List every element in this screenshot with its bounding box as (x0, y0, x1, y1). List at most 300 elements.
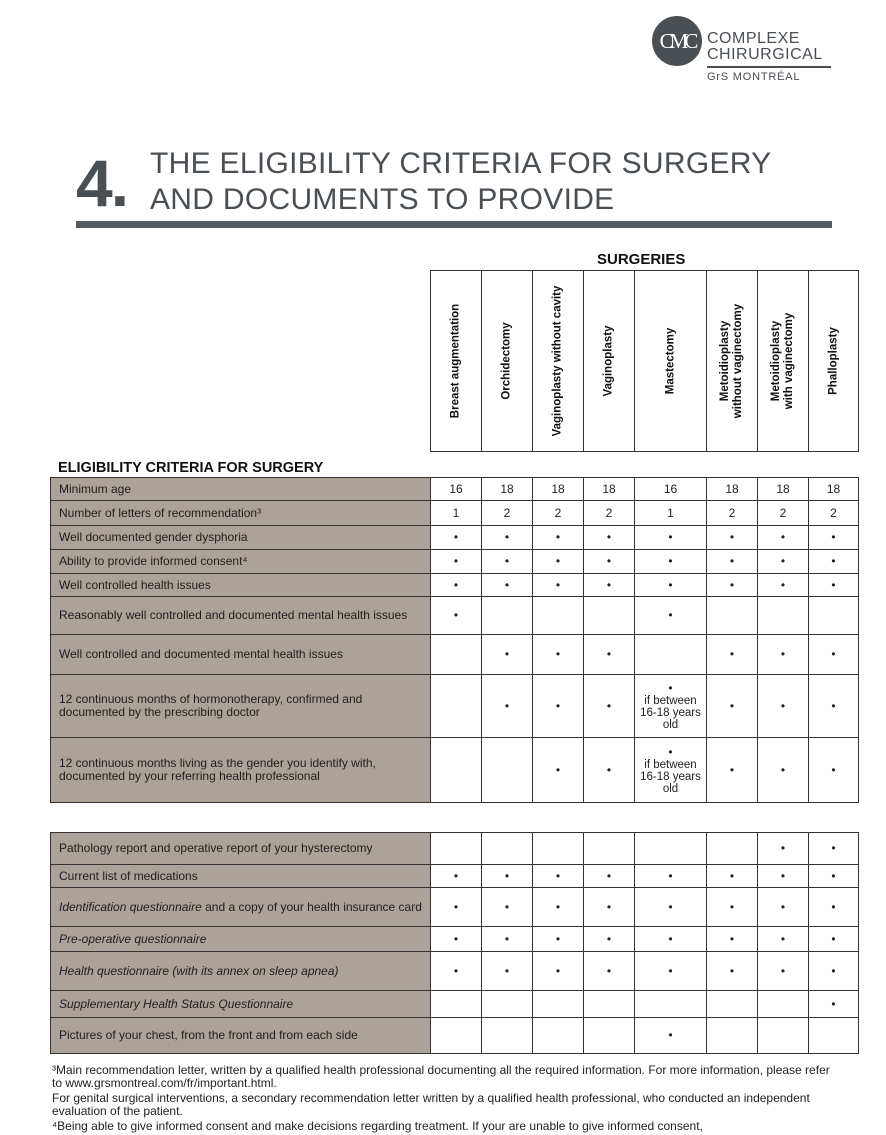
footnote-3-continued: For genital surgical interventions, a secondary recommendation letter written by a qualified health professional, who conducted an independent evaluation of the patient. (52, 1091, 810, 1118)
requirement-dot-cell (584, 526, 635, 550)
requirement-dot: • (606, 931, 612, 946)
requirement-dot: • (831, 996, 836, 1011)
requirement-dot: • (504, 577, 510, 592)
requirement-dot-cell (482, 865, 533, 888)
header-line: without vaginectomy (732, 303, 744, 419)
column-header-label: Vaginoplasty (602, 325, 615, 397)
clinic-logo (652, 16, 842, 83)
value-cell (584, 1018, 635, 1054)
requirement-dot: • (729, 868, 735, 883)
value-cell (707, 991, 758, 1018)
criterion-label: 12 continuous months of hormonotherapy, confirmed and documented by the prescribing doctor (51, 675, 431, 738)
value-cell (431, 1018, 482, 1054)
age-condition-note: if between 16-18 years old (640, 758, 701, 795)
age-condition-note: if between 16-18 years old (640, 694, 701, 731)
criterion-label (51, 952, 431, 991)
value-cell (431, 635, 482, 675)
column-header-breast-augmentation (430, 270, 482, 452)
requirement-dot-cell (707, 865, 758, 888)
criterion-label: 12 continuous months living as the gender you identify with, documented by your referring health professional (51, 738, 431, 803)
value-cell (431, 991, 482, 1018)
criterion-label: Well documented gender dysphoria (51, 526, 431, 550)
requirement-dot-cell (482, 888, 533, 927)
column-header-metoidioplasty-without-vaginectomy (706, 270, 758, 452)
requirement-dot-cell (758, 526, 809, 550)
cell-value: 18 (500, 481, 514, 496)
requirement-dot: • (780, 554, 786, 568)
requirement-dot-cell (533, 952, 584, 991)
requirement-dot: • (504, 868, 510, 883)
requirement-dot-cell (758, 888, 809, 927)
requirement-dot: • (668, 931, 673, 946)
cell-value: 2 (728, 505, 736, 520)
value-cell (431, 501, 482, 526)
value-cell (809, 501, 859, 526)
requirement-dot: • (555, 931, 561, 946)
document-row (51, 927, 859, 952)
value-cell (758, 501, 809, 526)
document-row (51, 888, 859, 927)
requirement-dot: • (606, 762, 612, 777)
value-cell (707, 501, 758, 526)
requirement-dot: • (606, 899, 612, 914)
requirement-dot-cell (758, 865, 809, 888)
requirement-dot-cell (533, 888, 584, 927)
value-cell (533, 597, 584, 635)
value-cell (482, 501, 533, 526)
column-header-label: Orchidectomy (500, 322, 513, 400)
requirement-dot-cell (431, 597, 482, 635)
requirement-dot-cell (431, 952, 482, 991)
requirement-dot-cell (533, 550, 584, 574)
header-line: Metoidioplasty (770, 320, 782, 402)
documents-table (50, 832, 859, 1054)
requirement-dot: • (606, 963, 612, 978)
requirement-dot: • (780, 868, 786, 883)
eligibility-row (51, 478, 859, 501)
requirement-dot-cell (758, 927, 809, 952)
value-cell (809, 1018, 859, 1054)
cell-value: 2 (503, 505, 511, 520)
value-cell (482, 833, 533, 865)
requirement-dot: • (831, 899, 836, 914)
column-header-metoidioplasty-with-vaginectomy (757, 270, 809, 452)
eligibility-row (51, 501, 859, 526)
eligibility-row (51, 550, 859, 574)
value-cell (482, 478, 533, 501)
value-cell (482, 1018, 533, 1054)
value-cell (584, 501, 635, 526)
cell-value: 2 (554, 505, 562, 520)
requirement-dot-cell (707, 738, 758, 803)
value-cell (431, 675, 482, 738)
requirement-dot-cell (635, 574, 707, 597)
criterion-label-italic: Health questionnaire (with its annex on sleep apnea) (59, 963, 339, 978)
footnotes (52, 1064, 842, 1135)
section-title-line1: THE ELIGIBILITY CRITERIA FOR SURGERY (150, 147, 772, 180)
logo-text-line3: GrS MONTRÉAL (707, 71, 801, 83)
value-cell (758, 597, 809, 635)
requirement-dot-cell (809, 952, 859, 991)
value-cell (533, 1018, 584, 1054)
document-row (51, 833, 859, 865)
requirement-dot: • (668, 1028, 673, 1042)
value-cell (707, 1018, 758, 1054)
requirement-dot-cell (533, 635, 584, 675)
requirement-dot-cell (482, 635, 533, 675)
requirement-dot: • (555, 698, 561, 713)
document-row (51, 1018, 859, 1054)
requirement-dot-cell (707, 550, 758, 574)
requirement-dot-cell (809, 574, 859, 597)
requirement-dot-cell (635, 888, 707, 927)
criterion-label: Well controlled and documented mental health issues (51, 635, 431, 675)
requirement-dot-cell (707, 888, 758, 927)
requirement-dot: • (780, 963, 786, 978)
requirement-dot-cell (533, 574, 584, 597)
cell-value: 1 (452, 505, 460, 520)
value-cell (707, 478, 758, 501)
requirement-dot-cell (707, 952, 758, 991)
requirement-dot: • (606, 530, 612, 544)
logo-text-line2: CHIRURGICAL (707, 46, 823, 63)
criterion-label: Identification questionnaire and a copy of your health insurance card (51, 888, 431, 927)
eligibility-table (50, 477, 859, 803)
title-divider (76, 221, 832, 228)
requirement-dot-cell (431, 927, 482, 952)
requirement-dot: • (453, 868, 459, 883)
value-cell (431, 833, 482, 865)
requirement-dot-cell (809, 927, 859, 952)
requirement-dot-cell (482, 526, 533, 550)
value-cell (584, 597, 635, 635)
value-cell (758, 478, 809, 501)
value-cell (431, 738, 482, 803)
requirement-dot: • (668, 530, 673, 544)
requirement-dot-cell (758, 952, 809, 991)
column-header-vaginoplasty (583, 270, 635, 452)
value-cell (635, 478, 707, 501)
header-line: with vaginectomy (783, 312, 795, 410)
requirement-dot: • (555, 899, 561, 914)
requirement-dot-cell (707, 635, 758, 675)
requirement-dot-cell (809, 635, 859, 675)
requirement-dot: • (831, 841, 836, 855)
requirement-dot-cell (482, 574, 533, 597)
requirement-dot-cell (533, 927, 584, 952)
criterion-label: Pathology report and operative report of your hysterectomy (51, 833, 431, 865)
requirement-dot-cell (431, 550, 482, 574)
requirement-dot: • (606, 554, 612, 568)
requirement-dot-cell (482, 952, 533, 991)
criterion-label-italic: Supplementary Health Status Questionnaire (59, 996, 294, 1011)
requirement-dot: • (729, 963, 735, 978)
requirement-dot-cell (584, 888, 635, 927)
requirement-dot: • (555, 647, 561, 661)
cell-value: 2 (830, 505, 837, 520)
requirement-dot: • (780, 762, 786, 777)
requirement-dot-cell (707, 927, 758, 952)
requirement-dot: • (780, 647, 786, 661)
requirement-dot-cell (707, 574, 758, 597)
requirement-dot: • (668, 554, 673, 568)
requirement-dot-cell (584, 738, 635, 803)
value-cell (635, 635, 707, 675)
value-cell (809, 478, 859, 501)
requirement-dot-cell (431, 865, 482, 888)
requirement-dot-cell (533, 675, 584, 738)
requirement-dot-cell (809, 888, 859, 927)
requirement-dot: • (504, 899, 510, 914)
value-cell (533, 833, 584, 865)
value-cell (635, 501, 707, 526)
value-cell (635, 833, 707, 865)
requirement-dot-cell (758, 635, 809, 675)
cell-value: 18 (776, 481, 790, 496)
requirement-dot: • (780, 530, 786, 544)
requirement-dot-cell (584, 635, 635, 675)
requirement-dot-cell (482, 675, 533, 738)
requirement-dot-cell (635, 675, 707, 738)
document-row (51, 865, 859, 888)
requirement-dot-cell (758, 550, 809, 574)
footnote-3: ³Main recommendation letter, written by a qualified health professional documenting all the required information. For more information, please refer to www.grsmontreal.com/fr/important.html. (52, 1063, 830, 1090)
requirement-dot-cell (758, 675, 809, 738)
value-cell (809, 597, 859, 635)
eligibility-row (51, 597, 859, 635)
requirement-dot: • (504, 698, 510, 713)
column-header-label: Breast augmentation (449, 303, 462, 419)
requirement-dot: • (729, 899, 735, 914)
value-cell (482, 991, 533, 1018)
column-header-orchidectomy (481, 270, 533, 452)
value-cell (584, 478, 635, 501)
document-row (51, 991, 859, 1018)
requirement-dot: • (831, 868, 836, 883)
requirement-dot-cell (533, 738, 584, 803)
criterion-label (51, 991, 431, 1018)
value-cell (707, 597, 758, 635)
requirement-dot: • (729, 577, 735, 592)
requirement-dot: • (668, 963, 673, 978)
requirement-dot: • (555, 963, 561, 978)
requirement-dot: • (668, 680, 673, 695)
criterion-label: Reasonably well controlled and documented mental health issues (51, 597, 431, 635)
value-cell (533, 991, 584, 1018)
requirement-dot: • (831, 963, 836, 978)
criterion-label: Number of letters of recommendation³ (51, 501, 431, 526)
requirement-dot-cell (533, 865, 584, 888)
section-title-line2: AND DOCUMENTS TO PROVIDE (150, 183, 615, 216)
requirement-dot-cell (635, 952, 707, 991)
requirement-dot: • (780, 698, 786, 713)
requirement-dot: • (606, 868, 612, 883)
requirement-dot: • (831, 698, 836, 713)
logo-divider (707, 66, 831, 68)
requirement-dot: • (606, 647, 612, 661)
column-header-label: Vaginoplasty without cavity (551, 285, 564, 437)
cell-value: 18 (826, 481, 841, 496)
cell-value: 18 (551, 481, 565, 496)
requirement-dot: • (831, 931, 836, 946)
column-header-phalloplasty (808, 270, 859, 452)
requirement-dot-cell (431, 888, 482, 927)
requirement-dot: • (668, 744, 673, 759)
requirement-dot: • (668, 608, 673, 622)
requirement-dot: • (555, 762, 561, 777)
column-header-vaginoplasty-without-cavity (532, 270, 584, 452)
value-cell (482, 597, 533, 635)
value-cell (707, 833, 758, 865)
value-cell (431, 478, 482, 501)
requirement-dot: • (606, 577, 612, 592)
requirement-dot: • (453, 963, 459, 978)
cell-value: 2 (779, 505, 787, 520)
value-cell (533, 501, 584, 526)
requirement-dot-cell (707, 675, 758, 738)
requirement-dot-cell (809, 738, 859, 803)
requirement-dot-cell (809, 865, 859, 888)
requirement-dot-cell (635, 597, 707, 635)
requirement-dot-cell (584, 865, 635, 888)
requirement-dot: • (668, 577, 673, 592)
cell-value: 18 (725, 481, 739, 496)
requirement-dot-cell (809, 550, 859, 574)
requirement-dot: • (780, 931, 786, 946)
requirement-dot-cell (584, 952, 635, 991)
criterion-label (51, 927, 431, 952)
requirement-dot: • (606, 698, 612, 713)
requirement-dot-cell (809, 833, 859, 865)
requirement-dot: • (729, 698, 735, 713)
logo-text-line1: COMPLEXE (707, 30, 800, 47)
eligibility-row (51, 574, 859, 597)
requirement-dot: • (729, 554, 735, 568)
footnote-4: ⁴Being able to give informed consent and make decisions regarding treatment. If your are unable to give informed consent, (52, 1119, 703, 1133)
criterion-label: Current list of medications (51, 865, 431, 888)
column-header-label (719, 304, 745, 418)
value-cell (758, 991, 809, 1018)
requirement-dot: • (504, 963, 510, 978)
requirement-dot-cell (584, 550, 635, 574)
section-number: 4. (76, 146, 128, 220)
requirement-dot: • (831, 577, 836, 592)
eligibility-row (51, 526, 859, 550)
requirement-dot-cell (635, 927, 707, 952)
requirement-dot-cell (584, 675, 635, 738)
criterion-label: Well controlled health issues (51, 574, 431, 597)
requirement-dot: • (555, 868, 561, 883)
requirement-dot-cell (482, 550, 533, 574)
cell-value: 18 (602, 481, 616, 496)
requirement-dot-cell (635, 865, 707, 888)
requirement-dot: • (831, 647, 836, 661)
requirement-dot-cell (758, 738, 809, 803)
value-cell (635, 991, 707, 1018)
document-row (51, 952, 859, 991)
criterion-label: Minimum age (51, 478, 431, 501)
requirement-dot: • (831, 530, 836, 544)
requirement-dot: • (504, 931, 510, 946)
eligibility-heading: ELIGIBILITY CRITERIA FOR SURGERY (58, 460, 324, 476)
requirement-dot-cell (431, 526, 482, 550)
requirement-dot-cell (707, 526, 758, 550)
requirement-dot: • (729, 762, 735, 777)
column-header-mastectomy (634, 270, 707, 452)
surgeries-label: SURGERIES (597, 251, 686, 268)
requirement-dot-cell (482, 927, 533, 952)
requirement-dot: • (831, 554, 836, 568)
value-cell (533, 478, 584, 501)
requirement-dot: • (831, 762, 836, 777)
eligibility-row (51, 738, 859, 803)
eligibility-row (51, 675, 859, 738)
criterion-label: Pictures of your chest, from the front and from each side (51, 1018, 431, 1054)
requirement-dot-cell (809, 675, 859, 738)
value-cell (584, 833, 635, 865)
requirement-dot-cell (758, 574, 809, 597)
column-header-label: Phalloplasty (827, 327, 839, 395)
cell-value: 1 (667, 505, 674, 520)
requirement-dot-cell (635, 1018, 707, 1054)
requirement-dot: • (668, 868, 673, 883)
requirement-dot-cell (584, 574, 635, 597)
requirement-dot: • (453, 608, 459, 622)
requirement-dot-cell (635, 526, 707, 550)
value-cell (584, 991, 635, 1018)
requirement-dot-cell (635, 738, 707, 803)
header-line: Metoidioplasty (719, 320, 731, 402)
value-cell (758, 1018, 809, 1054)
requirement-dot: • (504, 647, 510, 661)
requirement-dot: • (555, 577, 561, 592)
criterion-label-italic: Identification questionnaire (59, 899, 202, 914)
cell-value: 16 (663, 481, 678, 496)
criterion-label-italic: Pre-operative questionnaire (59, 931, 207, 946)
requirement-dot: • (780, 841, 786, 855)
requirement-dot: • (453, 899, 459, 914)
requirement-dot: • (453, 577, 459, 592)
criterion-label: Ability to provide informed consent⁴ (51, 550, 431, 574)
requirement-dot: • (729, 647, 735, 661)
requirement-dot: • (729, 931, 735, 946)
requirement-dot: • (504, 554, 510, 568)
requirement-dot-cell (584, 927, 635, 952)
requirement-dot-cell (635, 550, 707, 574)
requirement-dot-cell (758, 833, 809, 865)
column-header-label (770, 313, 796, 410)
cell-value: 16 (449, 481, 463, 496)
requirement-dot: • (453, 554, 459, 568)
logo-mark: CMC (652, 16, 702, 66)
requirement-dot-cell (809, 991, 859, 1018)
requirement-dot: • (780, 899, 786, 914)
requirement-dot: • (555, 530, 561, 544)
requirement-dot: • (780, 577, 786, 592)
requirement-dot: • (453, 530, 459, 544)
requirement-dot-cell (431, 574, 482, 597)
cell-value: 2 (605, 505, 613, 520)
requirement-dot: • (729, 530, 735, 544)
requirement-dot-cell (809, 526, 859, 550)
value-cell (482, 738, 533, 803)
requirement-dot-cell (533, 526, 584, 550)
section-title (150, 146, 772, 218)
requirement-dot: • (555, 554, 561, 568)
requirement-dot: • (668, 899, 673, 914)
column-header-label: Mastectomy (664, 327, 676, 395)
eligibility-row (51, 635, 859, 675)
